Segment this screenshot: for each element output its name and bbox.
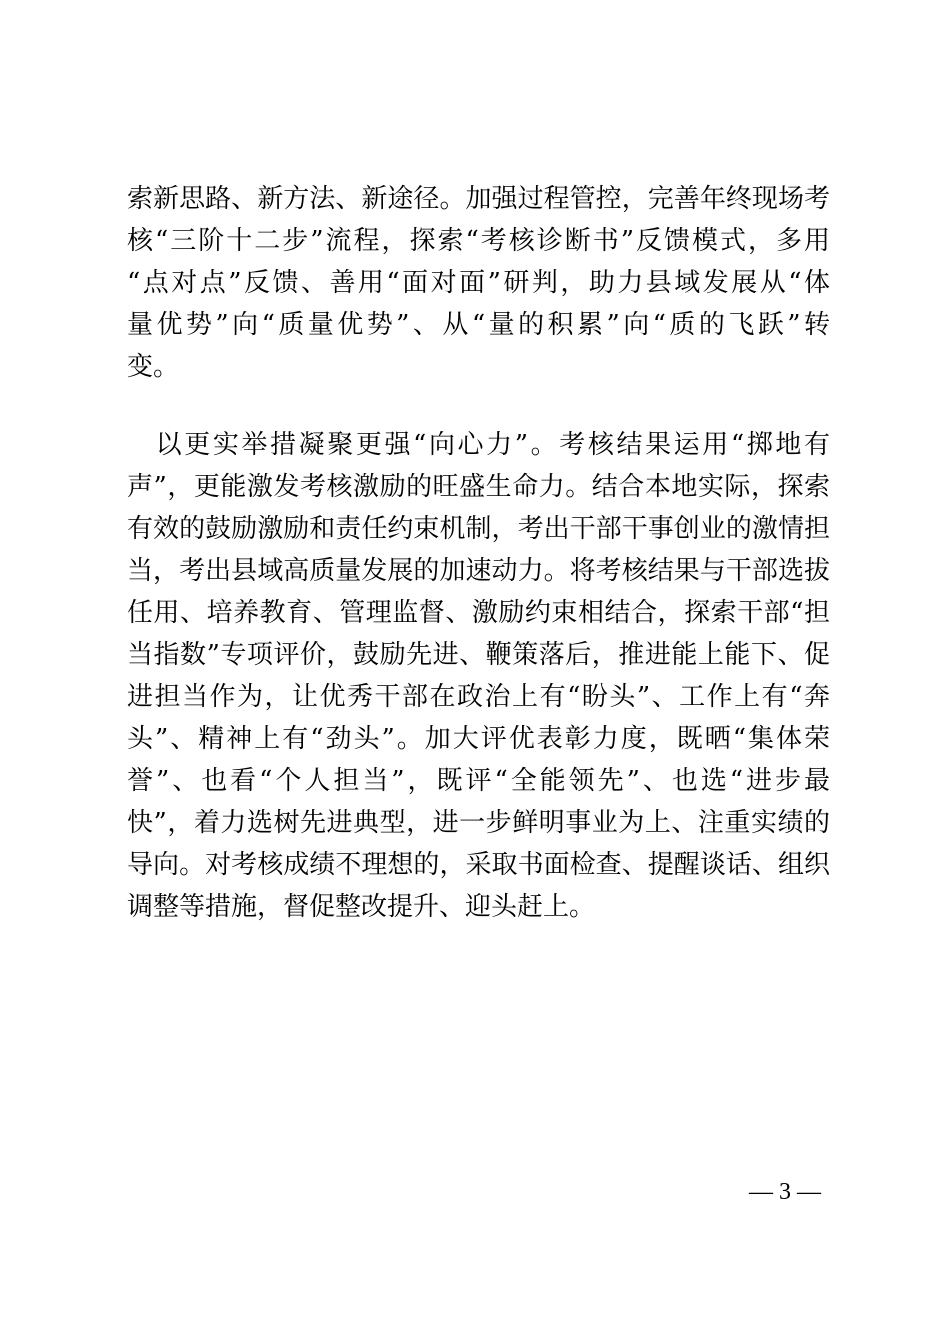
paragraph-line: 当指数”专项评价，鼓励先进、鞭策落后，推进能上能下、促 [127,640,830,670]
paragraph-line: “点对点”反馈、善用“面对面”研判，助力县域发展从“体 [127,268,830,298]
paragraph-line: 当，考出县域高质量发展的加速动力。将考核结果与干部选拔 [127,556,830,586]
paragraph-line: 进担当作为，让优秀干部在政治上有“盼头”、工作上有“奔 [127,682,830,712]
paragraph-line: 头”、精神上有“劲头”。加大评优表彰力度，既晒“集体荣 [127,724,830,754]
paragraph-line: 快”，着力选树先进典型，进一步鲜明事业为上、注重实绩的 [127,808,830,838]
paragraph-line: 以更实举措凝聚更强“向心力”。考核结果运用“掷地有 [127,430,830,460]
paragraph-line: 导向。对考核成绩不理想的，采取书面检查、提醒谈话、组织 [127,850,830,880]
paragraph-2 [127,424,830,928]
paragraph-line: 索新思路、新方法、新途径。加强过程管控，完善年终现场考 [127,184,830,214]
paragraph-1 [127,178,830,388]
page-number: — 3 — [749,1179,821,1205]
document-body [127,178,830,928]
paragraph-line: 核“三阶十二步”流程，探索“考核诊断书”反馈模式，多用 [127,226,830,256]
paragraph-spacer [127,388,830,424]
paragraph-line: 任用、培养教育、管理监督、激励约束相结合，探索干部“担 [127,598,830,628]
paragraph-line: 变。 [127,352,180,382]
paragraph-line: 量优势”向“质量优势”、从“量的积累”向“质的飞跃”转 [127,310,830,340]
paragraph-line: 誉”、也看“个人担当”，既评“全能领先”、也选“进步最 [127,766,830,796]
paragraph-line: 调整等措施，督促整改提升、迎头赶上。 [127,892,596,922]
paragraph-line: 有效的鼓励激励和责任约束机制，考出干部干事创业的激情担 [127,514,830,544]
paragraph-line: 声”，更能激发考核激励的旺盛生命力。结合本地实际，探索 [127,472,830,502]
